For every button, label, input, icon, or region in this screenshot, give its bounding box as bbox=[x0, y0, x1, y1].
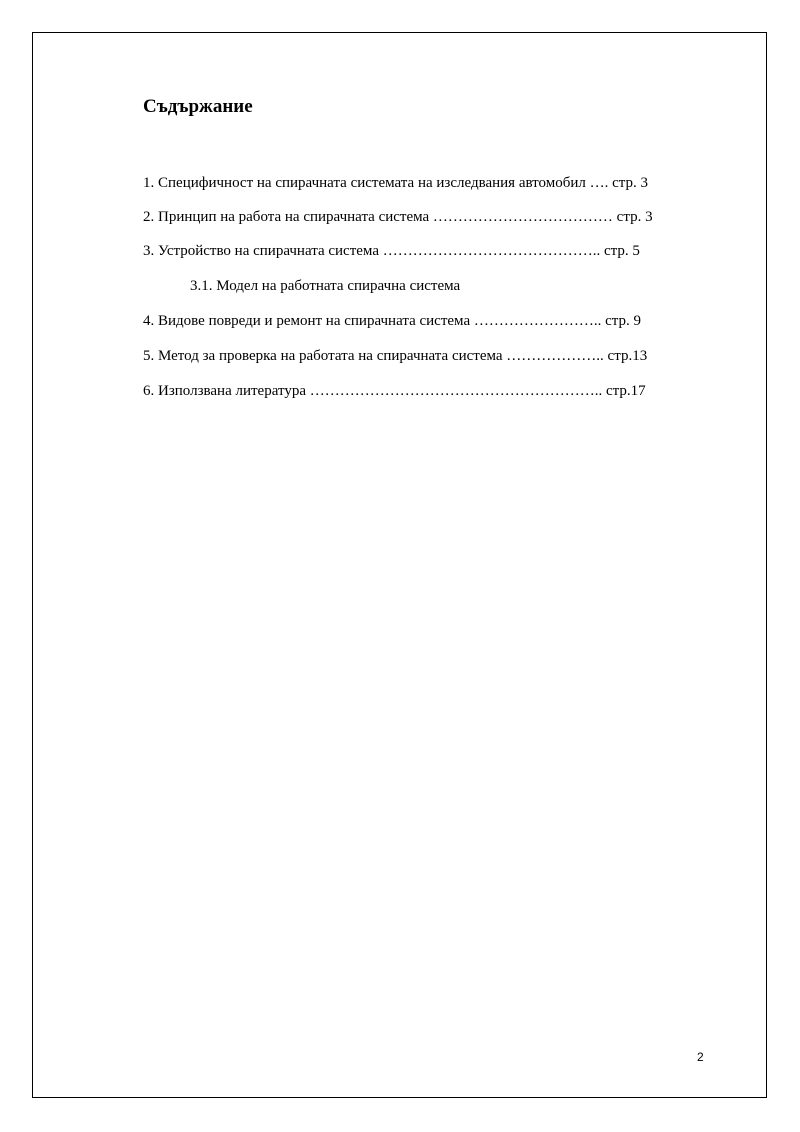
toc-entry-4: 4. Видове повреди и ремонт на спирачната система …………………….. стр. 9 bbox=[143, 313, 641, 329]
toc-entry-6: 6. Използвана литература ………………………………………………….. стр.17 bbox=[143, 383, 646, 399]
toc-entry-5: 5. Метод за проверка на работата на спирачната система ……………….. стр.13 bbox=[143, 348, 648, 364]
toc-entry-3-1: 3.1. Модел на работната спирачна система bbox=[190, 278, 461, 294]
toc-entry-3: 3. Устройство на спирачната система …………………………………….. стр. 5 bbox=[143, 243, 640, 259]
toc-heading: Съдържание bbox=[143, 96, 253, 117]
page-number: 2 bbox=[697, 1050, 704, 1064]
toc-entry-1: 1. Специфичност на спирачната системата на изследвания автомобил …. стр. 3 bbox=[143, 175, 649, 191]
toc-entry-2: 2. Принцип на работа на спирачната система ……………………………… стр. 3 bbox=[143, 209, 653, 225]
